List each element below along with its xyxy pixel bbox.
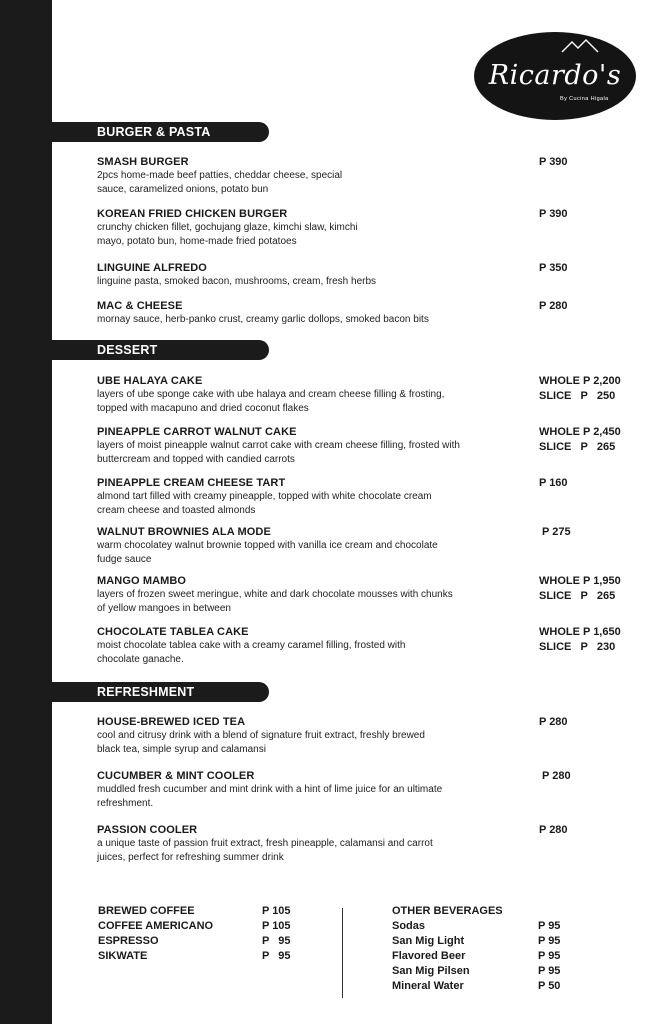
section-header-refreshment: REFRESHMENT bbox=[52, 682, 269, 702]
item-name: WALNUT BROWNIES ALA MODE bbox=[97, 526, 271, 538]
item-name: UBE HALAYA CAKE bbox=[97, 375, 203, 387]
item-price-slice: SLICE P 250 bbox=[539, 390, 616, 402]
coffee-price: P 95 bbox=[262, 935, 291, 947]
item-desc: moist chocolate tablea cake with a creamy caramel filling, frosted with chocolate ganache. bbox=[97, 640, 406, 665]
menu-item bbox=[97, 715, 627, 757]
brand-name: Ricardo's bbox=[488, 60, 622, 91]
beverage-price: P 95 bbox=[538, 935, 561, 947]
section-header-burger: BURGER & PASTA bbox=[52, 122, 269, 142]
item-desc: linguine pasta, smoked bacon, mushrooms, cream, fresh herbs bbox=[97, 276, 377, 287]
beverage-price: P 50 bbox=[538, 980, 561, 992]
beverage-name: San Mig Light bbox=[392, 935, 465, 947]
item-desc: muddled fresh cucumber and mint drink with a hint of lime juice for an ultimate refreshment. bbox=[97, 784, 443, 809]
item-desc: a unique taste of passion fruit extract, fresh pineapple, calamansi and carrot juices, perfect for refreshing summer drink bbox=[97, 838, 433, 863]
beverage-price: P 95 bbox=[538, 965, 561, 977]
left-bar bbox=[0, 0, 52, 1024]
menu-item bbox=[97, 207, 627, 249]
item-price: P 280 bbox=[539, 770, 571, 782]
menu-item bbox=[97, 155, 627, 197]
item-name: MAC & CHEESE bbox=[97, 300, 183, 312]
item-name: HOUSE-BREWED ICED TEA bbox=[97, 716, 246, 728]
item-price-slice: SLICE P 230 bbox=[539, 641, 616, 653]
item-price-whole: WHOLE P 2,200 bbox=[539, 375, 621, 387]
coffee-name: SIKWATE bbox=[98, 950, 148, 962]
beverage-name: San Mig Pilsen bbox=[392, 965, 470, 977]
beverage-name: Sodas bbox=[392, 920, 426, 932]
item-desc: almond tart filled with creamy pineapple, topped with white chocolate cream cream cheese and toasted almonds bbox=[97, 491, 432, 516]
coffee-name: BREWED COFFEE bbox=[98, 905, 195, 917]
beverage-name: Flavored Beer bbox=[392, 950, 466, 962]
item-desc: mornay sauce, herb-panko crust, creamy garlic dollops, smoked bacon bits bbox=[97, 314, 429, 325]
menu-item bbox=[97, 525, 627, 567]
brand-tagline: By Cucina Higala bbox=[560, 96, 609, 102]
beverage-price: P 95 bbox=[538, 950, 561, 962]
coffee-price: P 105 bbox=[262, 905, 291, 917]
menu-item bbox=[97, 769, 627, 811]
coffee-price: P 105 bbox=[262, 920, 291, 932]
item-desc: 2pcs home-made beef patties, cheddar cheese, special sauce, caramelized onions, potato bun bbox=[97, 170, 343, 195]
item-price-whole: WHOLE P 1,950 bbox=[539, 575, 621, 587]
item-price: P 390 bbox=[539, 208, 568, 220]
item-price: P 280 bbox=[539, 716, 568, 728]
item-price: P 280 bbox=[539, 824, 568, 836]
menu-item bbox=[97, 574, 627, 616]
column-divider bbox=[342, 908, 343, 998]
menu-item bbox=[97, 625, 627, 667]
coffee-name: COFFEE AMERICANO bbox=[98, 920, 214, 932]
item-name: PINEAPPLE CREAM CHEESE TART bbox=[97, 477, 286, 489]
item-name: PINEAPPLE CARROT WALNUT CAKE bbox=[97, 426, 297, 438]
coffee-price: P 95 bbox=[262, 950, 291, 962]
item-price-whole: WHOLE P 2,450 bbox=[539, 426, 621, 438]
item-price-whole: WHOLE P 1,650 bbox=[539, 626, 621, 638]
item-desc: layers of frozen sweet meringue, white and dark chocolate mousses with chunks of yellow mangoes in between bbox=[97, 589, 453, 614]
item-name: LINGUINE ALFREDO bbox=[97, 262, 207, 274]
item-name: PASSION COOLER bbox=[97, 824, 198, 836]
item-name: KOREAN FRIED CHICKEN BURGER bbox=[97, 208, 288, 220]
beverage-price: P 95 bbox=[538, 920, 561, 932]
menu-item bbox=[97, 374, 627, 416]
item-desc: warm chocolatey walnut brownie topped with vanilla ice cream and chocolate fudge sauce bbox=[97, 540, 438, 565]
menu-item bbox=[97, 476, 627, 518]
item-price-slice: SLICE P 265 bbox=[539, 590, 616, 602]
item-desc: crunchy chicken fillet, gochujang glaze, kimchi slaw, kimchi mayo, potato bun, home-made fried potatoes bbox=[97, 222, 358, 247]
item-price: P 350 bbox=[539, 262, 568, 274]
other-beverages-title: OTHER BEVERAGES bbox=[392, 905, 503, 917]
beverage-name: Mineral Water bbox=[392, 980, 464, 992]
section-header-dessert: DESSERT bbox=[52, 340, 269, 360]
coffee-name: ESPRESSO bbox=[98, 935, 159, 947]
item-price: P 160 bbox=[539, 477, 568, 489]
brand-logo bbox=[474, 32, 636, 120]
menu-item bbox=[97, 425, 627, 467]
item-price-slice: SLICE P 265 bbox=[539, 441, 616, 453]
menu-item bbox=[97, 261, 627, 289]
item-desc: layers of ube sponge cake with ube halaya and cream cheese filling & frosting, topped with macapuno and dried coconut flakes bbox=[97, 389, 445, 414]
item-desc: cool and citrusy drink with a blend of signature fruit extract, freshly brewed black tea, simple syrup and calamansi bbox=[97, 730, 425, 755]
item-name: SMASH BURGER bbox=[97, 156, 189, 168]
item-price: P 275 bbox=[539, 526, 571, 538]
item-price: P 280 bbox=[539, 300, 568, 312]
item-name: CHOCOLATE TABLEA CAKE bbox=[97, 626, 249, 638]
item-price: P 390 bbox=[539, 156, 568, 168]
item-name: CUCUMBER & MINT COOLER bbox=[97, 770, 255, 782]
menu-item bbox=[97, 299, 627, 327]
item-name: MANGO MAMBO bbox=[97, 575, 187, 587]
item-desc: layers of moist pineapple walnut carrot cake with cream cheese filling, frosted with buttercream and topped with candied carrots bbox=[97, 440, 460, 465]
menu-item bbox=[97, 823, 627, 865]
